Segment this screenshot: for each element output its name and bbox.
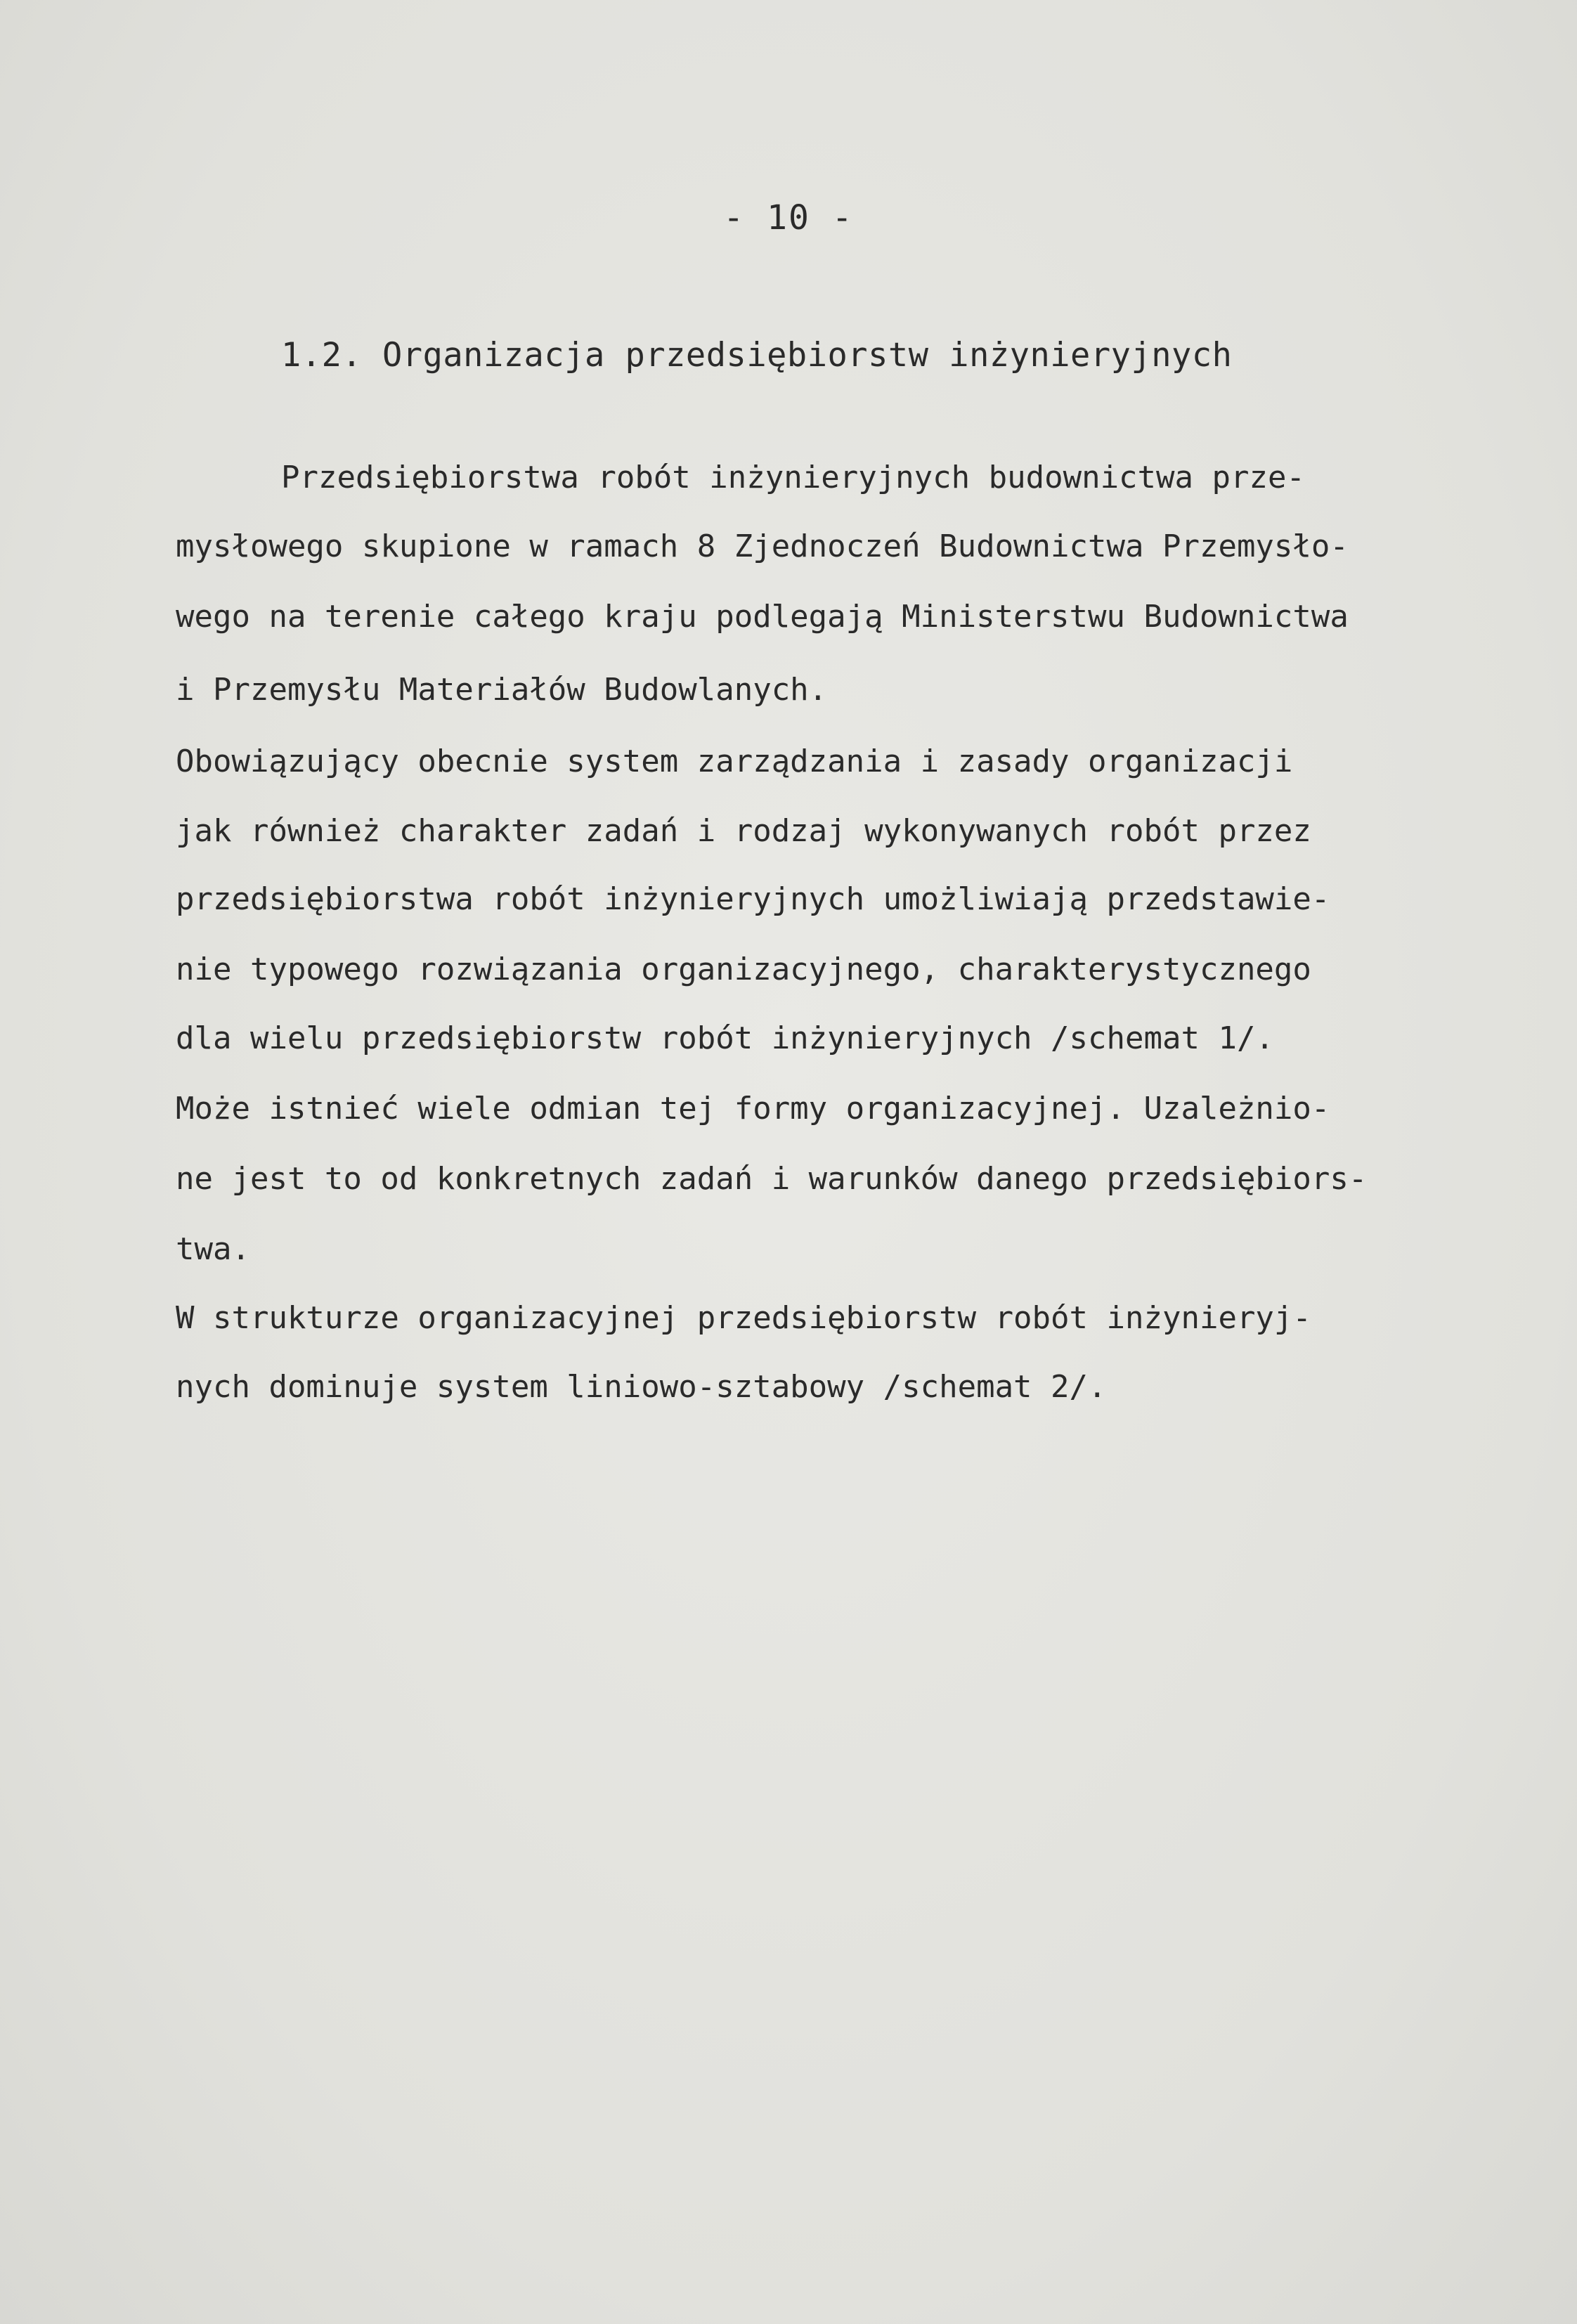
body-line: W strukturze organizacyjnej przedsiębiorstw robót inżynieryj- [176, 1300, 1311, 1336]
body-line: jak również charakter zadań i rodzaj wykonywanych robót przez [176, 813, 1311, 849]
body-line: dla wielu przedsiębiorstw robót inżynieryjnych /schemat 1/. [176, 1020, 1274, 1056]
page-number: - 10 - [723, 198, 854, 238]
body-line: Przedsiębiorstwa robót inżynieryjnych budownictwa prze- [281, 460, 1305, 495]
body-line: przedsiębiorstwa robót inżynieryjnych umożliwiają przedstawie- [176, 881, 1330, 917]
body-line: ne jest to od konkretnych zadań i warunków danego przedsiębiors- [176, 1161, 1368, 1197]
body-line: i Przemysłu Materiałów Budowlanych. [176, 672, 828, 708]
body-line: Może istnieć wiele odmian tej formy organizacyjnej. Uzależnio- [176, 1091, 1330, 1127]
section-heading: 1.2. Organizacja przedsiębiorstw inżynieryjnych [281, 336, 1233, 375]
body-line: Obowiązujący obecnie system zarządzania i zasady organizacji [176, 744, 1293, 779]
body-line: twa. [176, 1231, 250, 1267]
body-line: mysłowego skupione w ramach 8 Zjednoczeń Budownictwa Przemysło- [176, 528, 1349, 564]
body-line: nie typowego rozwiązania organizacyjnego, charakterystycznego [176, 952, 1311, 987]
body-line: nych dominuje system liniowo-sztabowy /schemat 2/. [176, 1369, 1107, 1405]
body-line: wego na terenie całego kraju podlegają Ministerstwu Budownictwa [176, 599, 1349, 635]
